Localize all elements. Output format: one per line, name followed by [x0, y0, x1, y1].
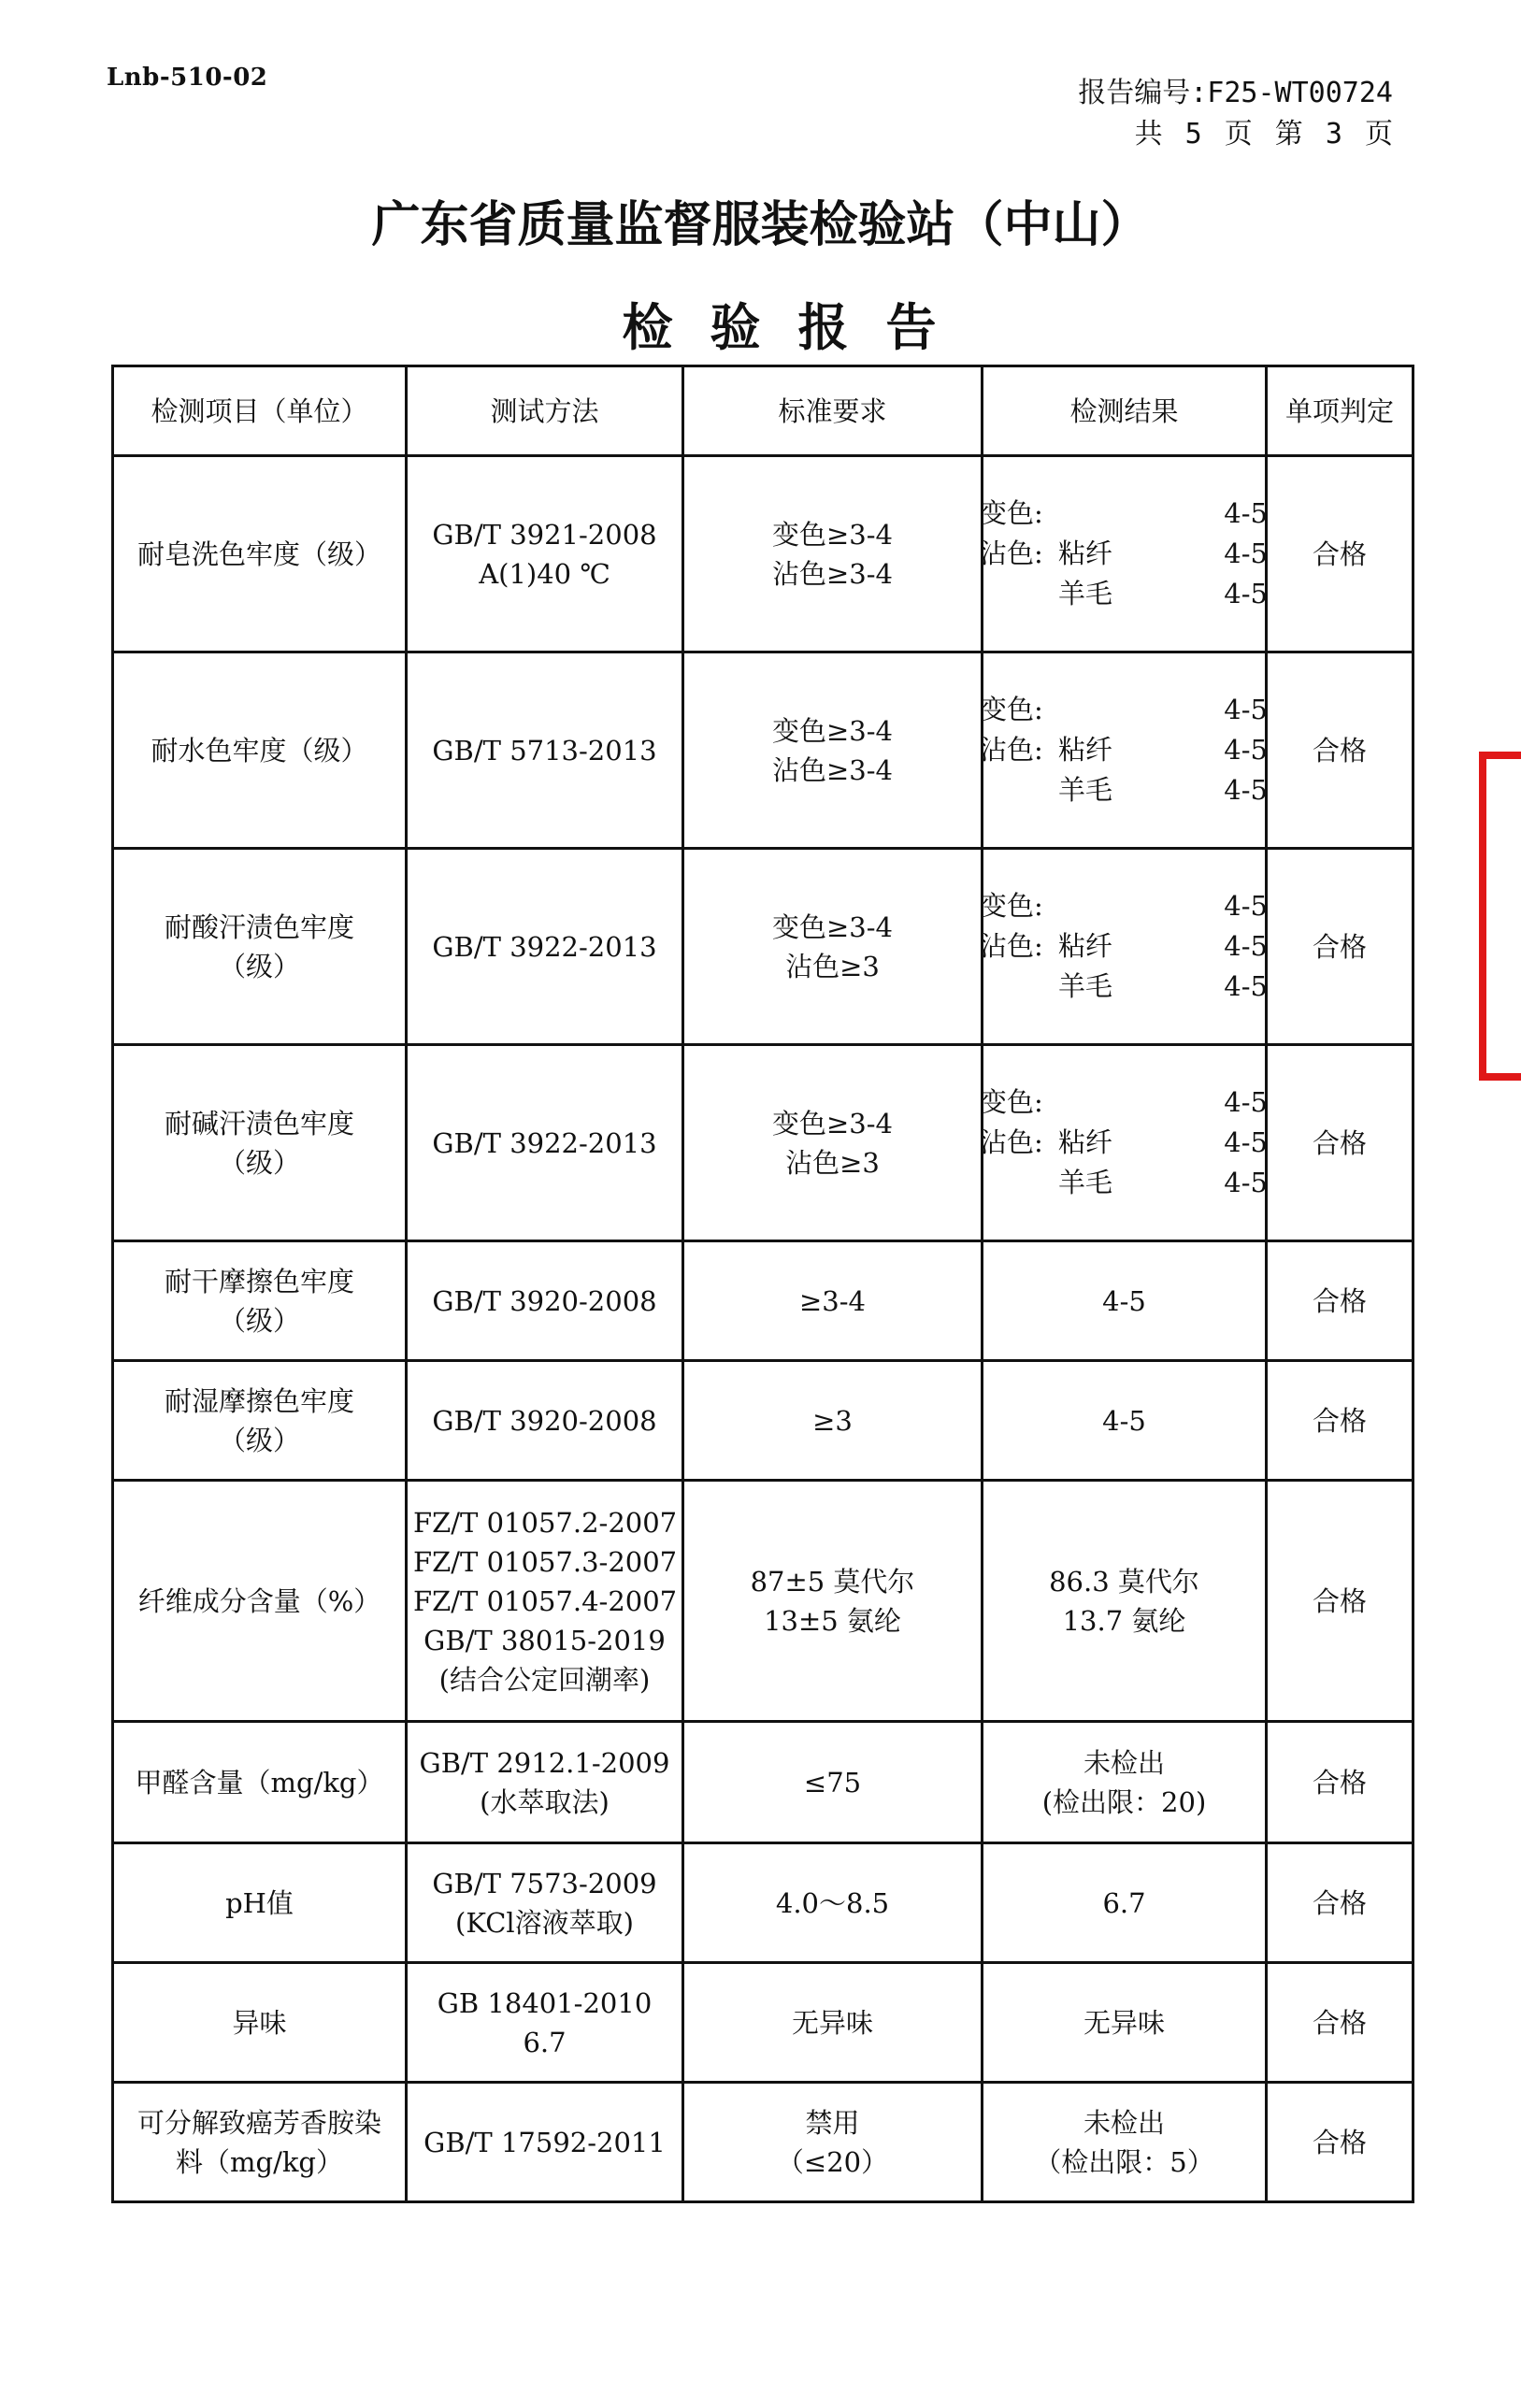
result-cell-line: 未检出	[1083, 2106, 1165, 2139]
method-cell	[407, 2083, 683, 2202]
result-cell-line: 4-5	[1102, 1284, 1146, 1317]
method-cell-line: GB/T 17592-2011	[423, 2126, 666, 2158]
method-cell-line: A(1)40 ℃	[479, 557, 610, 590]
item-cell-line: 异味	[232, 2006, 287, 2039]
requirement-cell	[683, 1481, 983, 1722]
item-cell	[113, 1843, 407, 1963]
result-label	[980, 967, 1058, 1007]
requirement-cell-line: 无异味	[791, 2006, 873, 2039]
item-cell	[113, 1361, 407, 1481]
result-label	[1058, 690, 1215, 730]
result-label: 沾色:	[980, 1126, 1043, 1158]
method-cell-line: GB 18401-2010	[437, 1986, 653, 2019]
requirement-cell-line: 沾色≥3	[785, 1146, 880, 1179]
column-header-method: 测试方法	[407, 366, 683, 456]
item-cell-line: （级）	[218, 1146, 300, 1179]
method-cell	[407, 1241, 683, 1361]
item-cell-line: 耐酸汗渍色牢度	[164, 910, 354, 943]
item-cell	[113, 1722, 407, 1843]
result-label	[1058, 886, 1215, 926]
table-row	[113, 1843, 1413, 1963]
requirement-cell-line: 沾色≥3-4	[772, 753, 893, 786]
method-cell-line: GB/T 3921-2008	[432, 518, 657, 551]
result-cell	[983, 1361, 1267, 1481]
result-cell	[983, 1963, 1267, 2083]
method-cell-line: FZ/T 01057.2-2007	[413, 1506, 678, 1539]
item-cell	[113, 1963, 407, 2083]
table-body	[113, 456, 1413, 2202]
result-grid	[980, 494, 1268, 614]
red-seal-stamp	[1475, 748, 1521, 1084]
judgement-cell: 合格	[1267, 1722, 1413, 1843]
item-cell-line: 可分解致癌芳香胺染	[136, 2106, 381, 2139]
requirement-cell-line: 变色≥3-4	[772, 714, 893, 747]
result-value: 4-5	[1224, 1167, 1268, 1198]
table-row	[113, 456, 1413, 652]
result-value: 4-5	[1224, 1086, 1268, 1118]
judgement-cell: 合格	[1267, 1045, 1413, 1241]
method-cell-line: 6.7	[523, 2026, 567, 2058]
method-cell-line: GB/T 7573-2009	[432, 1867, 657, 1899]
table-row	[113, 1241, 1413, 1361]
method-cell-line: GB/T 2912.1-2009	[419, 1746, 670, 1779]
judgement-cell: 合格	[1267, 1963, 1413, 2083]
judgement-cell: 合格	[1267, 456, 1413, 652]
result-label	[1058, 1082, 1215, 1123]
method-cell	[407, 1045, 683, 1241]
requirement-cell	[683, 1045, 983, 1241]
requirement-cell-line: 4.0～8.5	[775, 1886, 890, 1919]
method-cell-line: GB/T 5713-2013	[432, 734, 657, 767]
result-label: 羊毛	[1058, 970, 1113, 1002]
method-cell	[407, 1722, 683, 1843]
item-cell-line: 料（mg/kg）	[176, 2145, 343, 2178]
form-code: Lnb-510-02	[107, 64, 268, 92]
requirement-cell-line: ≥3	[812, 1404, 853, 1437]
organization-title: 广东省质量监督服装检验站（中山）	[371, 197, 1150, 253]
judgement-cell: 合格	[1267, 2083, 1413, 2202]
requirement-cell-line: ≤75	[803, 1766, 862, 1799]
result-label: 沾色:	[980, 930, 1043, 962]
result-grid	[980, 690, 1268, 810]
item-cell-line: pH值	[225, 1886, 294, 1919]
result-grid	[980, 1082, 1268, 1203]
requirement-cell-line: （≤20）	[776, 2145, 889, 2178]
column-header-requirement: 标准要求	[683, 366, 983, 456]
table-header-row	[113, 366, 1413, 456]
item-cell-line: 甲醛含量（mg/kg）	[135, 1766, 384, 1799]
result-label: 变色:	[980, 694, 1043, 725]
method-cell-line: (KCl溶液萃取)	[455, 1906, 634, 1939]
method-cell	[407, 1481, 683, 1722]
result-cell-line: 4-5	[1102, 1404, 1146, 1437]
result-label: 沾色:	[980, 734, 1043, 766]
judgement-cell: 合格	[1267, 1481, 1413, 1722]
result-label: 变色:	[980, 497, 1043, 529]
table-row	[113, 652, 1413, 849]
item-cell	[113, 1481, 407, 1722]
requirement-cell	[683, 1361, 983, 1481]
result-cell	[983, 1481, 1267, 1722]
item-cell	[113, 1045, 407, 1241]
requirement-cell	[683, 1241, 983, 1361]
table-row	[113, 2083, 1413, 2202]
result-label: 羊毛	[1058, 774, 1113, 806]
result-label: 粘纤	[1058, 734, 1113, 766]
method-cell	[407, 1361, 683, 1481]
method-cell	[407, 1963, 683, 2083]
result-cell-line: (检出限：20)	[1041, 1785, 1207, 1818]
item-cell	[113, 849, 407, 1045]
result-value: 4-5	[1224, 694, 1268, 725]
method-cell	[407, 652, 683, 849]
result-value: 4-5	[1224, 497, 1268, 529]
seal-border-icon	[1475, 748, 1521, 1084]
result-value: 4-5	[1224, 930, 1268, 962]
method-cell-line: (结合公定回潮率)	[438, 1663, 651, 1696]
requirement-cell-line: 变色≥3-4	[772, 518, 893, 551]
result-label	[980, 770, 1058, 810]
result-value: 4-5	[1224, 774, 1268, 806]
item-cell-line: 耐皂洗色牢度（级）	[136, 538, 381, 570]
result-value: 4-5	[1224, 538, 1268, 569]
result-value: 4-5	[1224, 1126, 1268, 1158]
table-row	[113, 1361, 1413, 1481]
judgement-cell: 合格	[1267, 1241, 1413, 1361]
method-cell-line: GB/T 3922-2013	[432, 930, 657, 963]
result-label	[980, 1163, 1058, 1203]
requirement-cell-line: 变色≥3-4	[772, 910, 893, 943]
result-label: 沾色:	[980, 538, 1043, 569]
item-cell-line: 耐湿摩擦色牢度	[164, 1384, 354, 1417]
table-row	[113, 1722, 1413, 1843]
table-row	[113, 849, 1413, 1045]
table-row	[113, 1963, 1413, 2083]
requirement-cell-line: ≥3-4	[799, 1284, 866, 1317]
method-cell-line: FZ/T 01057.4-2007	[413, 1584, 678, 1617]
result-cell-line: 86.3 莫代尔	[1049, 1565, 1199, 1598]
method-cell-line: FZ/T 01057.3-2007	[413, 1545, 678, 1578]
method-cell-line: GB/T 3920-2008	[432, 1404, 657, 1437]
table-row	[113, 1045, 1413, 1241]
item-cell-line: （级）	[218, 950, 300, 982]
result-label: 羊毛	[1058, 578, 1113, 609]
method-cell-line: GB/T 3922-2013	[432, 1126, 657, 1159]
requirement-cell	[683, 849, 983, 1045]
requirement-cell-line: 13±5 氨纶	[764, 1604, 901, 1637]
inspection-table	[111, 365, 1414, 2203]
method-cell	[407, 1843, 683, 1963]
requirement-cell-line: 禁用	[805, 2106, 860, 2139]
judgement-cell: 合格	[1267, 849, 1413, 1045]
result-cell-line: （检出限：5）	[1034, 2145, 1214, 2178]
column-header-judgement: 单项判定	[1267, 366, 1413, 456]
result-value: 4-5	[1224, 578, 1268, 609]
item-cell-line: 耐干摩擦色牢度	[164, 1265, 354, 1297]
result-cell-line: 13.7 氨纶	[1062, 1604, 1186, 1637]
requirement-cell	[683, 652, 983, 849]
report-number: 报告编号:F25-WT00724	[1078, 77, 1393, 109]
result-cell-line: 未检出	[1083, 1746, 1165, 1779]
item-cell	[113, 2083, 407, 2202]
judgement-cell: 合格	[1267, 1361, 1413, 1481]
result-label: 粘纤	[1058, 538, 1113, 569]
judgement-cell: 合格	[1267, 652, 1413, 849]
result-label: 变色:	[980, 890, 1043, 922]
requirement-cell	[683, 1963, 983, 2083]
result-cell	[980, 652, 1268, 849]
result-label: 变色:	[980, 1086, 1043, 1118]
result-value: 4-5	[1224, 734, 1268, 766]
item-cell-line: （级）	[218, 1424, 300, 1456]
method-cell	[407, 849, 683, 1045]
result-cell	[980, 1045, 1268, 1241]
method-cell-line: GB/T 38015-2019	[423, 1624, 666, 1656]
requirement-cell	[683, 456, 983, 652]
result-cell	[983, 1722, 1267, 1843]
document-title: 检验报告	[622, 298, 974, 357]
result-cell	[983, 1241, 1267, 1361]
table-row	[113, 1481, 1413, 1722]
result-label	[1058, 494, 1215, 534]
requirement-cell-line: 87±5 莫代尔	[750, 1565, 915, 1598]
result-label: 粘纤	[1058, 930, 1113, 962]
requirement-cell	[683, 1843, 983, 1963]
item-cell	[113, 652, 407, 849]
method-cell-line: GB/T 3920-2008	[432, 1284, 657, 1317]
result-cell	[983, 2083, 1267, 2202]
requirement-cell-line: 沾色≥3-4	[772, 557, 893, 590]
result-label: 羊毛	[1058, 1167, 1113, 1198]
column-header-result: 检测结果	[983, 366, 1267, 456]
result-label	[980, 574, 1058, 614]
judgement-cell: 合格	[1267, 1843, 1413, 1963]
result-cell-line: 6.7	[1102, 1886, 1146, 1919]
result-cell	[983, 1843, 1267, 1963]
result-value: 4-5	[1224, 890, 1268, 922]
item-cell-line: 耐碱汗渍色牢度	[164, 1107, 354, 1140]
column-header-item: 检测项目（单位）	[113, 366, 407, 456]
page-info: 共 5 页 第 3 页	[1134, 118, 1393, 150]
requirement-cell	[683, 1722, 983, 1843]
result-label: 粘纤	[1058, 1126, 1113, 1158]
result-grid	[980, 886, 1268, 1007]
result-value: 4-5	[1224, 970, 1268, 1002]
item-cell	[113, 1241, 407, 1361]
requirement-cell-line: 沾色≥3	[785, 950, 880, 982]
item-cell-line: 纤维成分含量（%）	[137, 1584, 381, 1617]
item-cell-line: （级）	[218, 1304, 300, 1337]
method-cell	[407, 456, 683, 652]
result-cell	[980, 849, 1268, 1045]
result-cell	[980, 456, 1268, 652]
requirement-cell	[683, 2083, 983, 2202]
result-cell-line: 无异味	[1083, 2006, 1165, 2039]
requirement-cell-line: 变色≥3-4	[772, 1107, 893, 1140]
item-cell	[113, 456, 407, 652]
item-cell-line: 耐水色牢度（级）	[151, 734, 368, 767]
method-cell-line: (水萃取法)	[480, 1785, 610, 1818]
